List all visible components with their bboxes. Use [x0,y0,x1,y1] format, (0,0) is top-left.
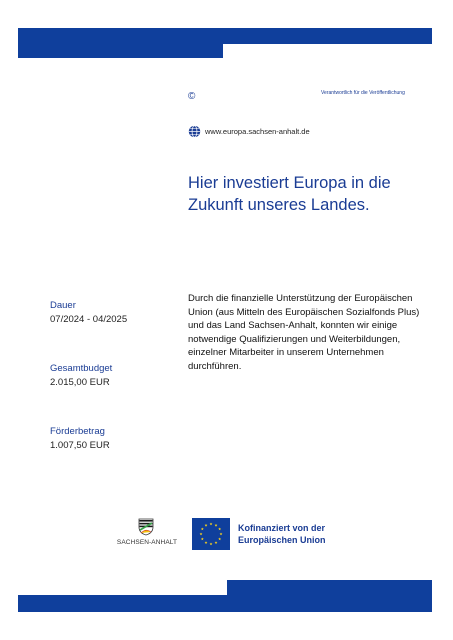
top-banner-cutout [223,44,432,58]
fact-funding-amount [50,426,110,452]
fact-total-budget [50,363,112,389]
eu-text-line-2: Europäischen Union [238,535,326,545]
responsible-label: Verantwortlich für die Veröffentlichung [321,90,405,96]
globe-icon [188,125,201,138]
fact-value: 1.007,50 EUR [50,440,110,451]
eu-cofunding-logo [192,518,326,550]
state-crest-icon [138,518,154,536]
fact-label: Dauer [50,300,76,311]
funding-description: Durch die finanzielle Unterstützung der Europäischen Union (aus Mitteln des Europäischen Sozialfonds Plus) und das Land Sachsen-Anhalt, konnten wir einige notwendige Qualifizierungen und Weiterbildungen, einzelner Mitarbeiter in unserem Unternehmen durchführen. [188,293,420,372]
eu-cofunding-text [238,522,326,546]
website-link[interactable]: www.europa.sachsen-anhalt.de [205,127,310,136]
state-name: SACHSEN-ANHALT [116,539,178,546]
eu-flag-icon [192,518,230,550]
fact-label: Gesamtbudget [50,363,113,374]
sachsen-anhalt-logo [112,518,182,550]
fact-value: 2.015,00 EUR [50,377,110,388]
eu-text-line-1: Kofinanziert von der [238,523,326,533]
copyright-sign: © [188,91,196,102]
website-row [188,125,310,138]
headline [188,172,428,216]
fact-label: Förderbetrag [50,426,105,437]
headline-line-1: Hier investiert Europa in die [188,174,391,192]
bottom-banner-tab [227,580,432,596]
fact-value: 07/2024 - 04/2025 [50,314,128,325]
headline-line-2: Zukunft unseres Landes. [188,196,370,214]
fact-duration [50,300,127,326]
bottom-banner [18,595,432,612]
